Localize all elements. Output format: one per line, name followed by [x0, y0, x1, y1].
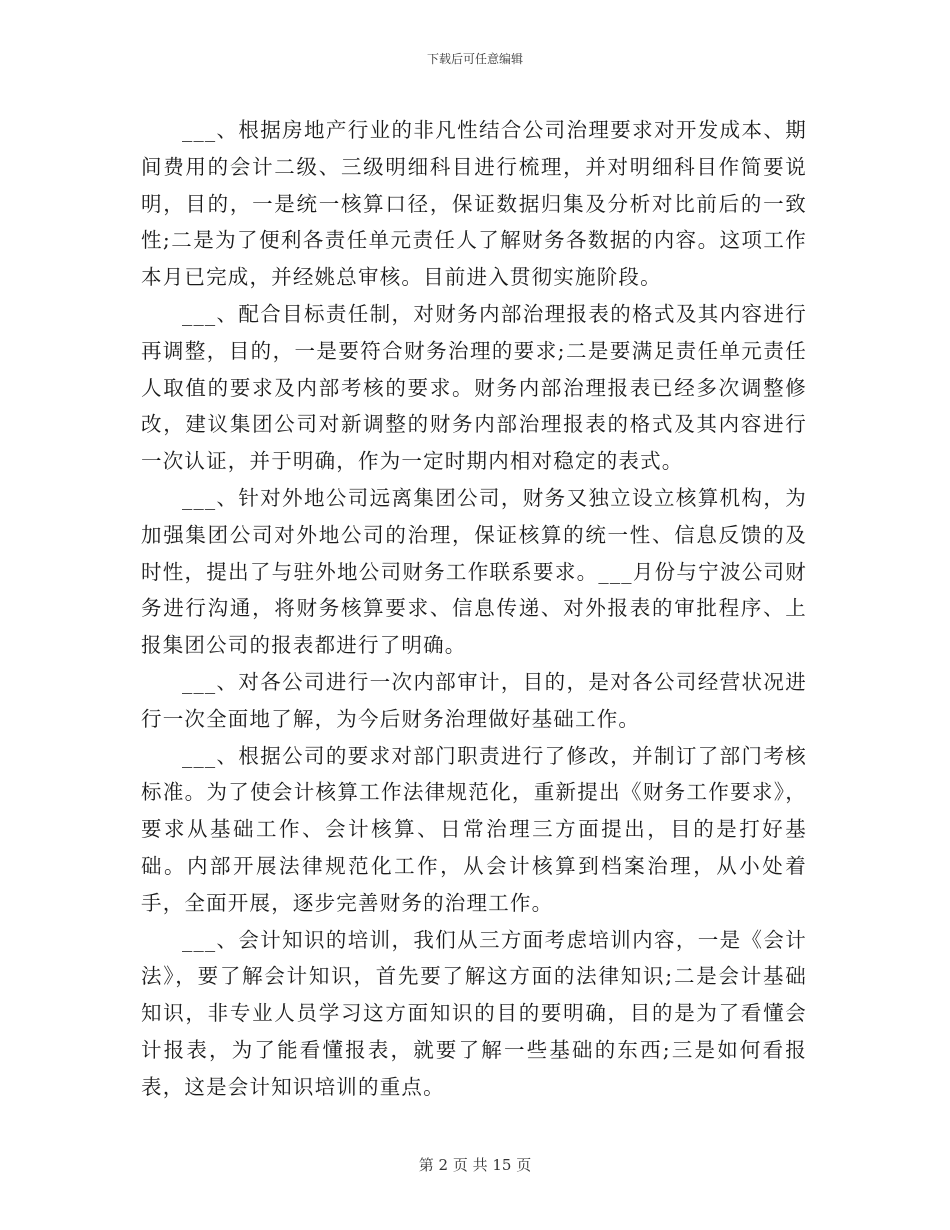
paragraph-4: ___、对各公司进行一次内部审计，目的，是对各公司经营状况进行一次全面地了解，为今后财务治理做好基础工作。 — [141, 669, 807, 731]
page-footer: 第 2 页 共 15 页 — [418, 1156, 532, 1174]
paragraph-1: ___、根据房地产行业的非凡性结合公司治理要求对开发成本、期间费用的会计二级、三级明细科目进行梳理，并对明细科目作简要说明，目的，一是统一核算口径，保证数据归集及分析对比前后的一致性;二是为了便利各责任单元责任人了解财务各数据的内容。这项工作本月已完成，并经姚总审核。目前进入贯彻实施阶段。 — [141, 118, 807, 290]
page-header: 下载后可任意编辑 — [426, 52, 523, 66]
paragraph-6: ___、会计知识的培训，我们从三方面考虑培训内容，一是《会计法》，要了解会计知识，首先要了解这方面的法律知识;二是会计基础知识，非专业人员学习这方面知识的目的要明确，目的是为了看懂会计报表，为了能看懂报表，就要了解一些基础的东西;三是如何看报表，这是会计知识培训的重点。 — [141, 927, 807, 1099]
document-body — [141, 112, 807, 1106]
paragraph-5: ___、根据公司的要求对部门职责进行了修改，并制订了部门考核标准。为了使会计核算工作法律规范化，重新提出《财务工作要求》，要求从基础工作、会计核算、日常治理三方面提出，目的是打好基础。内部开展法律规范化工作，从会计核算到档案治理，从小处着手，全面开展，逐步完善财务的治理工作。 — [141, 743, 807, 915]
paragraph-2: ___、配合目标责任制，对财务内部治理报表的格式及其内容进行再调整，目的，一是要符合财务治理的要求;二是要满足责任单元责任人取值的要求及内部考核的要求。财务内部治理报表已经多次调整修改，建议集团公司对新调整的财务内部治理报表的格式及其内容进行一次认证，并于明确，作为一定时期内相对稳定的表式。 — [141, 301, 807, 474]
paragraph-3: ___、针对外地公司远离集团公司，财务又独立设立核算机构，为加强集团公司对外地公司的治理，保证核算的统一性、信息反馈的及时性，提出了与驻外地公司财务工作联系要求。___月份与宁波公司财务进行沟通，将财务核算要求、信息传递、对外报表的审批程序、上报集团公司的报表都进行了明确。 — [141, 485, 807, 658]
